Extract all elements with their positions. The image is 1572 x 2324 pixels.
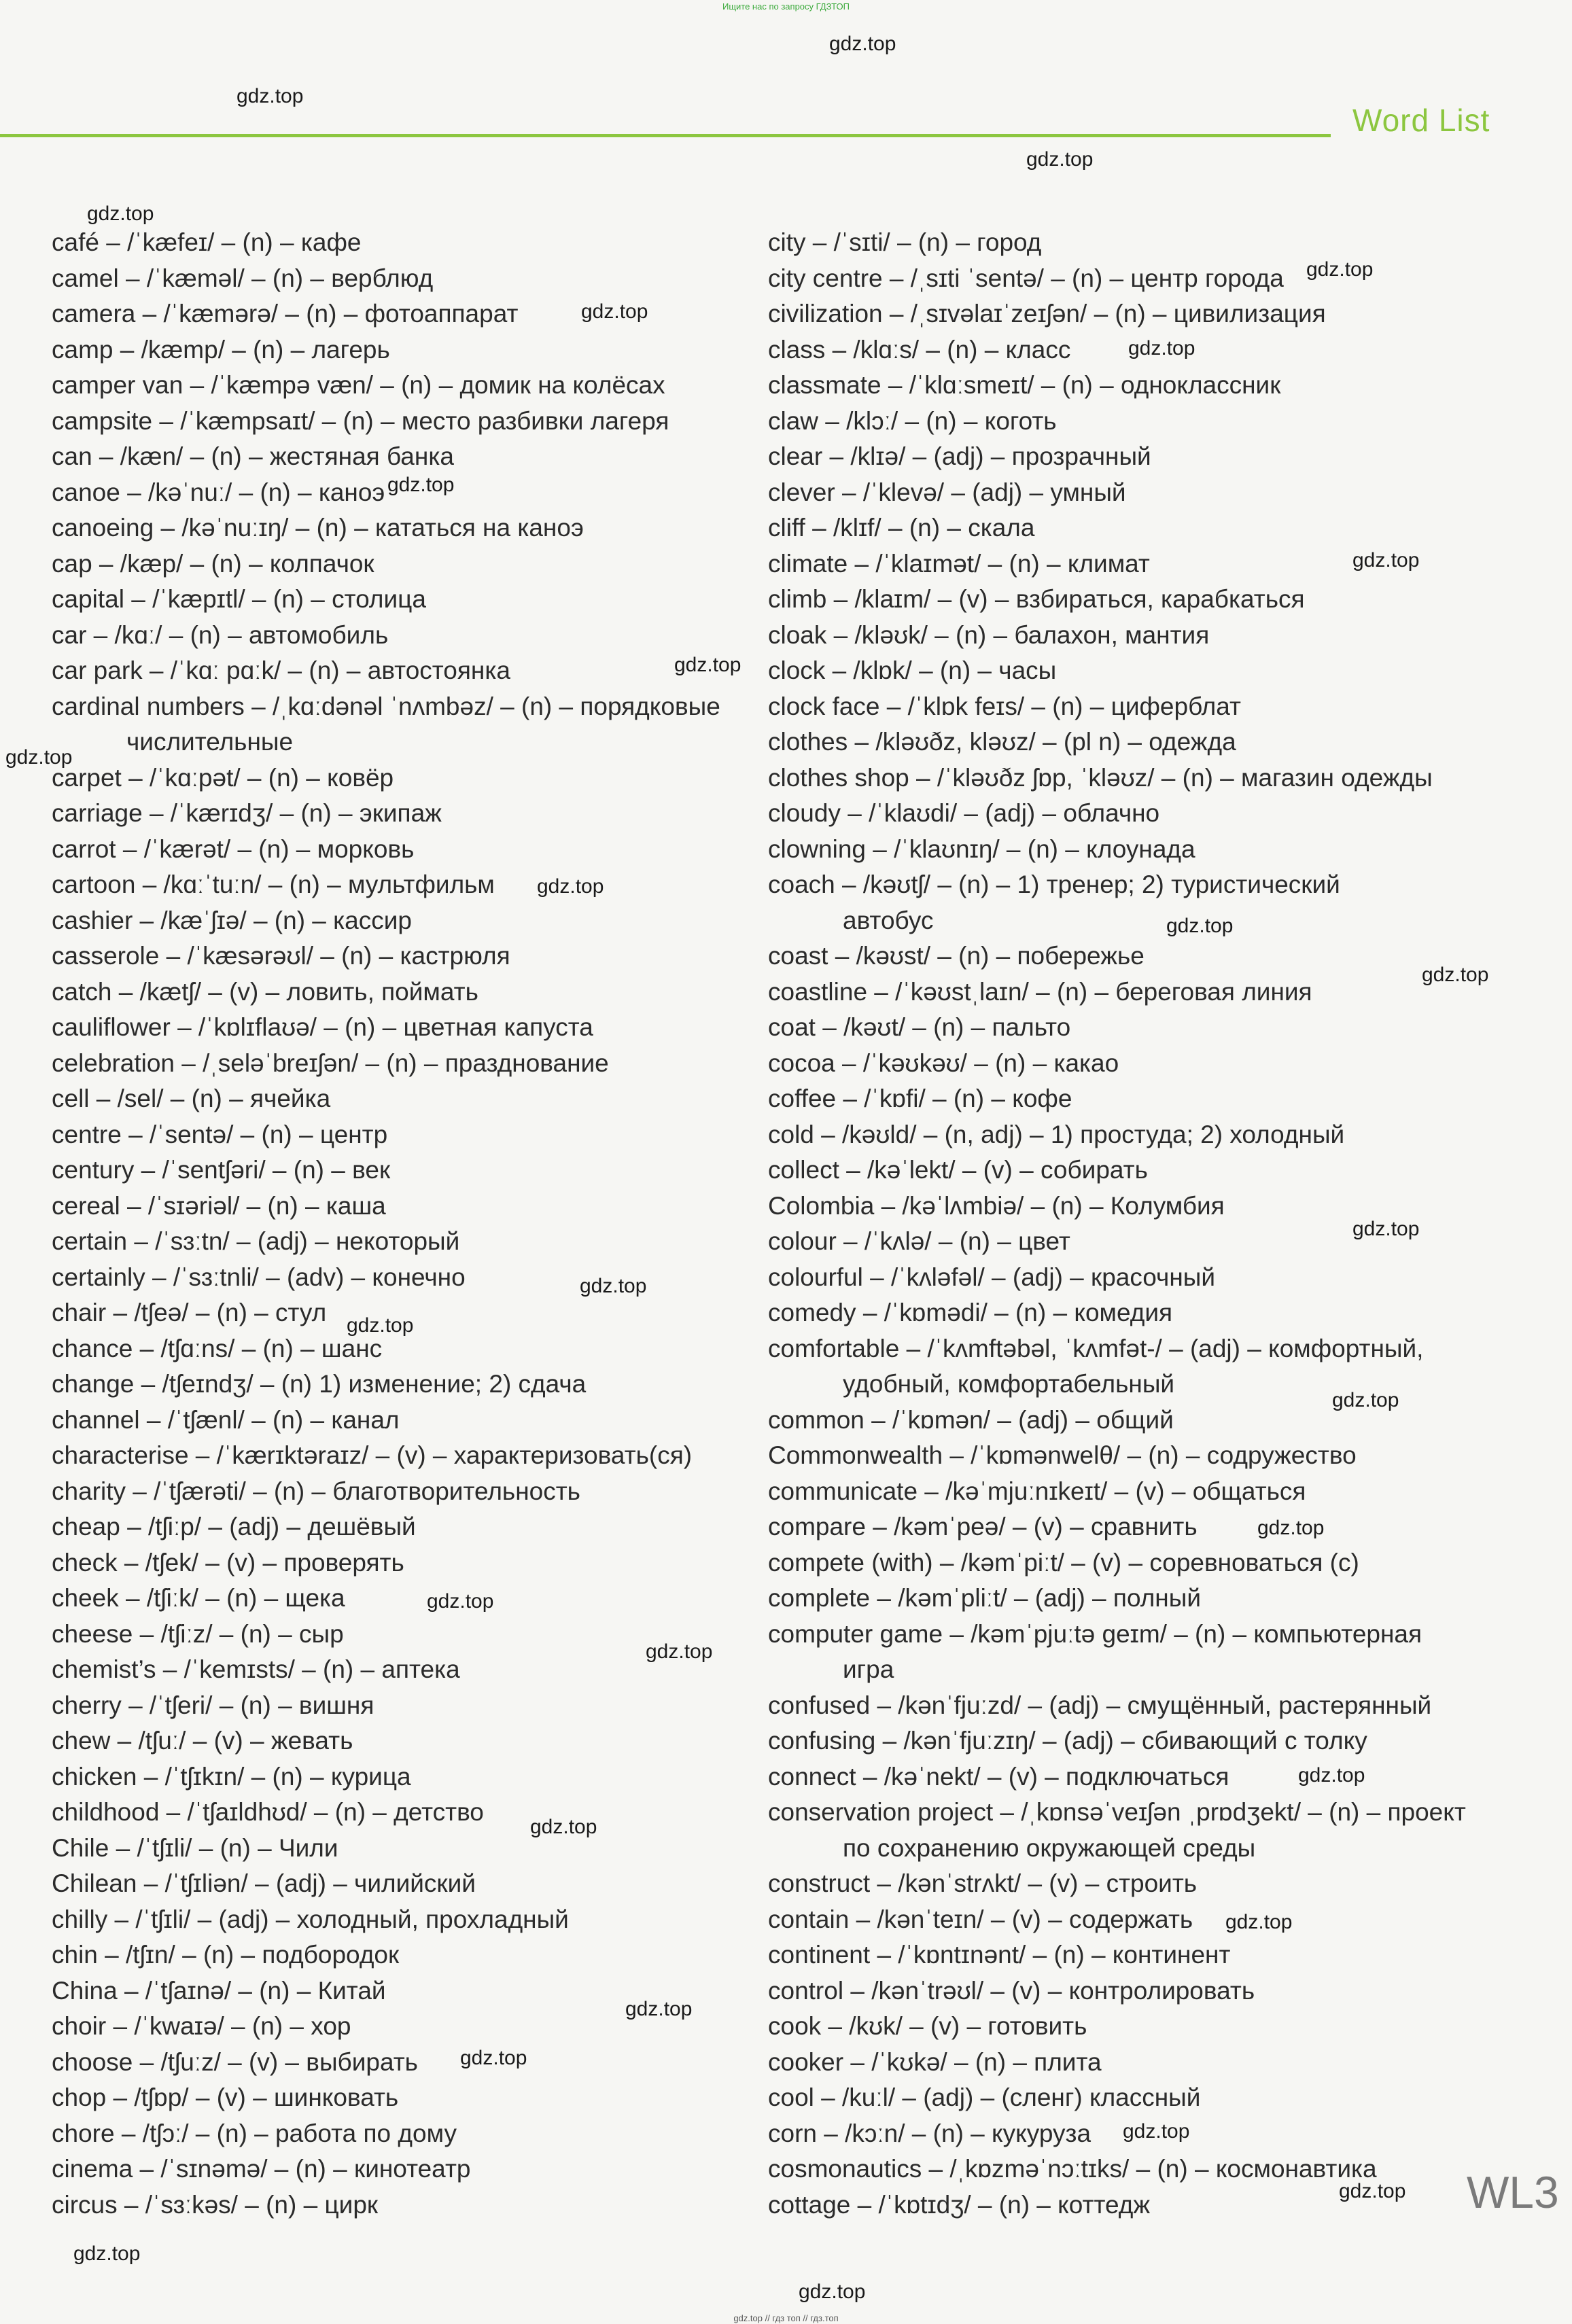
watermark: gdz.top [460, 2047, 527, 2069]
word-entry-text: campsite – /ˈkæmpsaɪt/ – (n) – место разбивки лагеря [52, 406, 669, 435]
word-entry [768, 1902, 1471, 1938]
word-entry-text: car – /kɑː/ – (n) – автомобиль [52, 620, 389, 649]
word-entry-text: China – /ˈtʃaɪnə/ – (n) – Китай [52, 1976, 386, 2005]
word-entry [768, 582, 1471, 618]
word-entry [768, 225, 1471, 261]
word-entry [52, 1937, 752, 1973]
word-entry-text: camper van – /ˈkæmpə væn/ – (n) – домик на колёсах [52, 371, 665, 399]
word-entry [52, 1795, 752, 1831]
word-entry [52, 368, 752, 404]
word-entry [768, 1937, 1471, 1973]
word-entry-text: construct – /kənˈstrʌkt/ – (v) – строить [768, 1869, 1198, 1897]
watermark: gdz.top [427, 1590, 494, 1613]
word-entry [768, 510, 1471, 546]
word-entry [768, 724, 1471, 760]
word-entry-text: climb – /klaɪm/ – (v) – взбираться, карабкаться [768, 585, 1305, 613]
watermark: gdz.top [237, 85, 304, 107]
word-entry-continuation: числительные [126, 728, 294, 756]
watermark: gdz.top [347, 1314, 414, 1337]
word-entry-text: complete – /kəmˈpliːt/ – (adj) – полный [768, 1584, 1202, 1612]
word-entry-text: coach – /kəʊtʃ/ – (n) – 1) тренер; 2) туристический [768, 870, 1340, 898]
word-entry-text: computer game – /kəmˈpjuːtə ɡeɪm/ – (n) – компьютерная [768, 1619, 1422, 1648]
word-entry-text: celebration – /ˌseləˈbreɪʃən/ – (n) – празднование [52, 1049, 609, 1077]
watermark: gdz.top [387, 474, 455, 496]
word-entry-text: channel – /ˈtʃænl/ – (n) – канал [52, 1405, 400, 1434]
word-entry-text: cottage – /ˈkɒtɪdʒ/ – (n) – коттедж [768, 2190, 1151, 2219]
word-entry-text: cooker – /ˈkʊkə/ – (n) – плита [768, 2047, 1102, 2076]
watermark: gdz.top [1026, 148, 1094, 171]
word-entry [768, 1117, 1471, 1153]
word-entry-text: clothes shop – /ˈkləʊðz ʃɒp, ˈkləʊz/ – (n) – магазин одежды [768, 763, 1433, 792]
word-entry-text: comedy – /ˈkɒmədi/ – (n) – комедия [768, 1299, 1173, 1326]
word-entry [768, 1474, 1471, 1510]
word-entry-text: charity – /ˈtʃærəti/ – (n) – благотворительность [52, 1477, 580, 1505]
word-entry [52, 1224, 752, 1260]
word-entry-text: camp – /kæmp/ – (n) – лагерь [52, 335, 390, 364]
word-entry-text: cheese – /tʃiːz/ – (n) – сыр [52, 1619, 344, 1648]
word-entry-text: can – /kæn/ – (n) – жестяная банка [52, 442, 454, 470]
word-entry [52, 1545, 752, 1581]
watermark: gdz.top [1306, 258, 1374, 281]
word-entry-text: cherry – /ˈtʃeri/ – (n) – вишня [52, 1691, 374, 1719]
word-entry [52, 1831, 752, 1867]
word-entry [52, 1509, 752, 1545]
word-entry [768, 1081, 1471, 1117]
word-entry [768, 1260, 1471, 1296]
word-entry [52, 760, 752, 796]
word-entry [768, 974, 1471, 1010]
word-entry-text: coat – /kəʊt/ – (n) – пальто [768, 1013, 1071, 1041]
word-entry-text: cocoa – /ˈkəʊkəʊ/ – (n) – какао [768, 1049, 1119, 1077]
word-entry-text: chilly – /ˈtʃɪli/ – (adj) – холодный, прохладный [52, 1905, 569, 1933]
word-entry-text: canoe – /kəˈnuː/ – (n) – каноэ [52, 478, 385, 506]
word-entry-text: clothes – /kləʊðz, kləʊz/ – (pl n) – одежда [768, 728, 1236, 756]
word-entry [768, 1759, 1471, 1795]
word-entry [52, 832, 752, 868]
word-entry [52, 404, 752, 440]
word-list-left-column [52, 225, 752, 2223]
word-entry-text: chair – /tʃeə/ – (n) – стул [52, 1299, 327, 1326]
word-entry-text: continent – /ˈkɒntɪnənt/ – (n) – континент [768, 1941, 1231, 1969]
word-entry-text: clever – /ˈklevə/ – (adj) – умный [768, 478, 1126, 506]
word-entry-text: chew – /tʃuː/ – (v) – жевать [52, 1727, 353, 1755]
word-entry-text: cook – /kʊk/ – (v) – готовить [768, 2012, 1087, 2040]
word-entry [52, 974, 752, 1010]
word-entry-text: cashier – /kæˈʃɪə/ – (n) – кассир [52, 906, 412, 934]
word-entry-text: clear – /klɪə/ – (adj) – прозрачный [768, 442, 1151, 470]
word-entry [768, 1866, 1471, 1902]
word-entry [52, 510, 752, 546]
word-entry [52, 689, 752, 760]
word-entry-text: chin – /tʃɪn/ – (n) – подбородок [52, 1941, 400, 1969]
header-rule [0, 134, 1331, 137]
word-entry [768, 1581, 1471, 1617]
word-entry [52, 1152, 752, 1189]
watermark: gdz.top [530, 1816, 597, 1838]
word-entry-text: collect – /kəˈlekt/ – (v) – собирать [768, 1156, 1148, 1184]
word-entry-text: capital – /ˈkæpɪtl/ – (n) – столица [52, 585, 426, 613]
watermark: gdz.top [537, 875, 604, 898]
word-entry [52, 261, 752, 297]
word-entry-text: cosmonautics – /ˌkɒzməˈnɔːtɪks/ – (n) – космонавтика [768, 2155, 1377, 2183]
word-entry-text: climate – /ˈklaɪmət/ – (n) – климат [768, 549, 1150, 578]
word-entry-text: childhood – /ˈtʃaɪldhʊd/ – (n) – детство [52, 1798, 484, 1826]
word-entry-text: contain – /kənˈteɪn/ – (v) – содержать [768, 1905, 1193, 1933]
word-entry-text: clock face – /ˈklɒk feɪs/ – (n) – циферблат [768, 692, 1241, 720]
word-entry-text: comfortable – /ˈkʌmftəbəl, ˈkʌmfət-/ – (adj) – комфортный, [768, 1334, 1424, 1362]
word-entry-text: coast – /kəʊst/ – (n) – побережье [768, 942, 1145, 970]
word-entry-text: connect – /kəˈnekt/ – (v) – подключаться [768, 1762, 1229, 1791]
word-entry [52, 1581, 752, 1617]
word-entry [768, 1795, 1471, 1866]
word-entry-text: catch – /kætʃ/ – (v) – ловить, поймать [52, 977, 478, 1006]
word-entry [52, 903, 752, 939]
watermark: gdz.top [1225, 1911, 1293, 1933]
word-entry-text: car park – /ˈkɑː pɑːk/ – (n) – автостоянка [52, 656, 510, 684]
word-entry-text: cliff – /klɪf/ – (n) – скала [768, 514, 1035, 542]
word-entry-text: common – /ˈkɒmən/ – (adj) – общий [768, 1405, 1174, 1434]
watermark: gdz.top [1352, 1218, 1420, 1240]
word-entry [52, 1438, 752, 1474]
word-entry [768, 2045, 1471, 2081]
word-entry-text: change – /tʃeɪndʒ/ – (n) 1) изменение; 2) сдача [52, 1370, 587, 1398]
word-entry [768, 1295, 1471, 1331]
word-entry-text: café – /ˈkæfeɪ/ – (n) – кафе [52, 228, 362, 256]
word-entry-text: coastline – /ˈkəʊstˌlaɪn/ – (n) – береговая линия [768, 977, 1312, 1006]
watermark: gdz.top [1422, 964, 1489, 986]
word-entry [768, 760, 1471, 796]
word-entry-text: casserole – /ˈkæsərəʊl/ – (n) – кастрюля [52, 942, 510, 970]
word-entry-text: cloak – /kləʊk/ – (n) – балахон, мантия [768, 620, 1210, 649]
watermark: gdz.top [87, 203, 154, 225]
word-entry [52, 1759, 752, 1795]
word-entry-text: cauliflower – /ˈkɒlɪflaʊə/ – (n) – цветная капуста [52, 1013, 593, 1041]
word-entry-text: chore – /tʃɔː/ – (n) – работа по дому [52, 2119, 457, 2147]
word-entry-text: Colombia – /kəˈlʌmbiə/ – (n) – Колумбия [768, 1191, 1225, 1220]
word-entry [768, 404, 1471, 440]
word-entry [768, 296, 1471, 332]
word-entry-text: canoeing – /kəˈnuːɪŋ/ – (n) – кататься на каноэ [52, 514, 584, 542]
word-entry-text: Chile – /ˈtʃɪli/ – (n) – Чили [52, 1833, 338, 1862]
word-entry-text: corn – /kɔːn/ – (n) – кукуруза [768, 2119, 1091, 2147]
word-entry-text: claw – /klɔː/ – (n) – коготь [768, 406, 1057, 435]
watermark: gdz.top [581, 300, 648, 323]
word-entry-text: colour – /ˈkʌlə/ – (n) – цвет [768, 1227, 1070, 1255]
word-entry [52, 439, 752, 475]
watermark: gdz.top [1352, 549, 1420, 571]
word-entry-text: carrot – /ˈkærət/ – (n) – морковь [52, 834, 415, 863]
word-entry-text: cardinal numbers – /ˌkɑːdənəl ˈnʌmbəz/ – (n) – порядковые [52, 692, 720, 720]
word-entry [768, 368, 1471, 404]
word-entry-text: check – /tʃek/ – (v) – проверять [52, 1548, 404, 1577]
top-search-note: Ищите нас по запросу ГДЗТОП [722, 1, 850, 12]
word-entry [52, 225, 752, 261]
word-entry-text: confusing – /kənˈfjuːzɪŋ/ – (adj) – сбивающий с толку [768, 1727, 1367, 1755]
word-entry-text: control – /kənˈtrəʊl/ – (v) – контролировать [768, 1976, 1255, 2005]
word-entry-text: classmate – /ˈklɑːsmeɪt/ – (n) – одноклассник [768, 371, 1281, 399]
watermark: gdz.top [625, 1998, 693, 2020]
word-entry-text: characterise – /ˈkærɪktəraɪz/ – (v) – характеризовать(ся) [52, 1441, 693, 1469]
word-entry-text: clock – /klɒk/ – (n) – часы [768, 656, 1057, 684]
word-entry [768, 2080, 1471, 2116]
word-entry-text: cold – /kəʊld/ – (n, adj) – 1) простуда; 2) холодный [768, 1120, 1345, 1148]
word-entry-continuation: игра [843, 1655, 894, 1683]
page-title: Word List [1352, 103, 1490, 138]
watermark: gdz.top [674, 654, 741, 676]
word-entry-text: city – /ˈsɪti/ – (n) – город [768, 228, 1042, 256]
word-entry-text: certainly – /ˈsɜːtnli/ – (adv) – конечно [52, 1263, 466, 1291]
word-entry-text: compare – /kəmˈpeə/ – (v) – сравнить [768, 1513, 1198, 1540]
watermark: gdz.top [1332, 1389, 1399, 1411]
word-entry [768, 1723, 1471, 1759]
word-entry [52, 1688, 752, 1724]
word-entry-text: cool – /kuːl/ – (adj) – (сленг) классный [768, 2083, 1201, 2111]
word-entry-text: clowning – /ˈklaʊnɪŋ/ – (n) – клоунада [768, 834, 1195, 863]
word-entry [52, 1367, 752, 1403]
word-entry [52, 618, 752, 654]
word-entry-text: Commonwealth – /ˈkɒmənwelθ/ – (n) – содружество [768, 1441, 1357, 1469]
word-entry-text: coffee – /ˈkɒfi/ – (n) – кофе [768, 1085, 1072, 1112]
word-entry [768, 1438, 1471, 1474]
word-entry [52, 2187, 752, 2223]
word-entry-text: class – /klɑːs/ – (n) – класс [768, 335, 1071, 364]
word-entry [52, 2080, 752, 2116]
watermark: gdz.top [1298, 1764, 1365, 1786]
word-entry [52, 2116, 752, 2152]
word-entry-text: chop – /tʃɒp/ – (v) – шинковать [52, 2083, 399, 2111]
watermark: gdz.top [1123, 2120, 1190, 2143]
word-entry [52, 1010, 752, 1046]
word-entry-text: communicate – /kəˈmjuːnɪkeɪt/ – (v) – общаться [768, 1477, 1306, 1505]
watermark: gdz.top [829, 33, 896, 55]
word-entry [768, 475, 1471, 511]
word-entry [52, 1866, 752, 1902]
word-entry-text: cell – /sel/ – (n) – ячейка [52, 1085, 331, 1112]
word-entry-text: cartoon – /kɑːˈtuːn/ – (n) – мультфильм [52, 870, 495, 898]
word-entry [768, 1046, 1471, 1082]
word-entry-text: camera – /ˈkæmərə/ – (n) – фотоаппарат [52, 300, 519, 328]
word-entry [768, 1509, 1471, 1545]
word-entry-continuation: удобный, комфортабельный [843, 1370, 1175, 1398]
word-entry [52, 1723, 752, 1759]
word-entry [52, 796, 752, 832]
word-entry-text: circus – /ˈsɜːkəs/ – (n) – цирк [52, 2190, 379, 2219]
word-entry [768, 618, 1471, 654]
word-entry-text: compete (with) – /kəmˈpiːt/ – (v) – соревноваться (с) [768, 1548, 1359, 1577]
word-entry-text: cap – /kæp/ – (n) – колпачок [52, 549, 374, 578]
word-entry [52, 546, 752, 582]
watermark: gdz.top [646, 1640, 713, 1663]
word-entry [768, 1010, 1471, 1046]
word-entry-text: choose – /tʃuːz/ – (v) – выбирать [52, 2047, 418, 2076]
word-entry [52, 1902, 752, 1938]
word-entry-text: cereal – /ˈsɪəriəl/ – (n) – каша [52, 1191, 386, 1220]
word-entry [768, 796, 1471, 832]
word-entry [52, 1260, 752, 1296]
word-entry-continuation: автобус [843, 906, 934, 934]
word-entry [52, 1189, 752, 1225]
word-entry-text: century – /ˈsentʃəri/ – (n) – век [52, 1156, 391, 1184]
watermark: gdz.top [799, 2281, 866, 2303]
word-entry-text: certain – /ˈsɜːtn/ – (adj) – некоторый [52, 1227, 460, 1255]
word-entry-text: centre – /ˈsentə/ – (n) – центр [52, 1120, 388, 1148]
word-entry [52, 582, 752, 618]
word-entry [768, 938, 1471, 974]
word-entry [768, 1545, 1471, 1581]
word-entry [52, 1474, 752, 1510]
word-entry [768, 867, 1471, 938]
word-entry [768, 1688, 1471, 1724]
watermark: gdz.top [73, 2242, 141, 2265]
word-entry [768, 2009, 1471, 2045]
word-entry-continuation: по сохранению окружающей среды [843, 1833, 1256, 1862]
word-entry-text: confused – /kənˈfjuːzd/ – (adj) – смущённый, растерянный [768, 1691, 1432, 1719]
word-entry [52, 867, 752, 903]
word-entry [768, 2116, 1471, 2152]
word-entry-text: city centre – /ˌsɪti ˈsentə/ – (n) – центр города [768, 264, 1284, 292]
word-entry [52, 1117, 752, 1153]
word-entry [52, 938, 752, 974]
word-entry-text: cheap – /tʃiːp/ – (adj) – дешёвый [52, 1513, 416, 1540]
word-entry-text: civilization – /ˌsɪvəlaɪˈzeɪʃən/ – (n) – цивилизация [768, 300, 1326, 328]
word-entry-text: Chilean – /ˈtʃɪliən/ – (adj) – чилийский [52, 1869, 476, 1897]
word-entry [52, 332, 752, 368]
word-entry-text: colourful – /ˈkʌləfəl/ – (adj) – красочный [768, 1263, 1216, 1291]
word-entry-text: camel – /ˈkæməl/ – (n) – верблюд [52, 264, 434, 292]
word-entry-text: choir – /ˈkwaɪə/ – (n) – хор [52, 2012, 351, 2040]
watermark: gdz.top [1257, 1517, 1325, 1539]
watermark: gdz.top [580, 1275, 647, 1297]
watermark: gdz.top [1128, 337, 1195, 359]
word-entry [52, 1081, 752, 1117]
word-entry [768, 653, 1471, 689]
word-entry [768, 332, 1471, 368]
watermark: gdz.top [1166, 915, 1234, 937]
word-entry [52, 2045, 752, 2081]
word-entry-text: chemist’s – /ˈkemɪsts/ – (n) – аптека [52, 1655, 460, 1683]
word-entry [52, 1046, 752, 1082]
word-entry [52, 653, 752, 689]
word-entry-text: cheek – /tʃiːk/ – (n) – щека [52, 1584, 345, 1612]
page-number: WL3 [1467, 2167, 1559, 2217]
word-entry [768, 832, 1471, 868]
bottom-watermark-note: gdz.top // гдз топ // гдз.топ [733, 2313, 839, 2323]
word-entry-text: carpet – /ˈkɑːpət/ – (n) – ковёр [52, 763, 394, 792]
watermark: gdz.top [1339, 2180, 1406, 2202]
word-entry-text: chicken – /ˈtʃɪkɪn/ – (n) – курица [52, 1762, 411, 1791]
watermark: gdz.top [5, 746, 73, 769]
word-entry [52, 1403, 752, 1439]
word-entry-text: chance – /tʃɑːns/ – (n) – шанс [52, 1334, 383, 1362]
word-entry [768, 689, 1471, 725]
word-entry [52, 2151, 752, 2187]
word-entry [768, 1152, 1471, 1189]
word-entry [768, 1973, 1471, 2009]
word-entry [768, 439, 1471, 475]
word-entry-text: cloudy – /ˈklaʊdi/ – (adj) – облачно [768, 799, 1160, 827]
word-entry-text: cinema – /ˈsɪnəmə/ – (n) – кинотеатр [52, 2155, 471, 2183]
word-entry-text: carriage – /ˈkærɪdʒ/ – (n) – экипаж [52, 799, 442, 827]
word-entry-text: conservation project – /ˌkɒnsəˈveɪʃən ˌprɒdʒekt/ – (n) – проект [768, 1798, 1466, 1826]
word-entry [768, 1617, 1471, 1688]
